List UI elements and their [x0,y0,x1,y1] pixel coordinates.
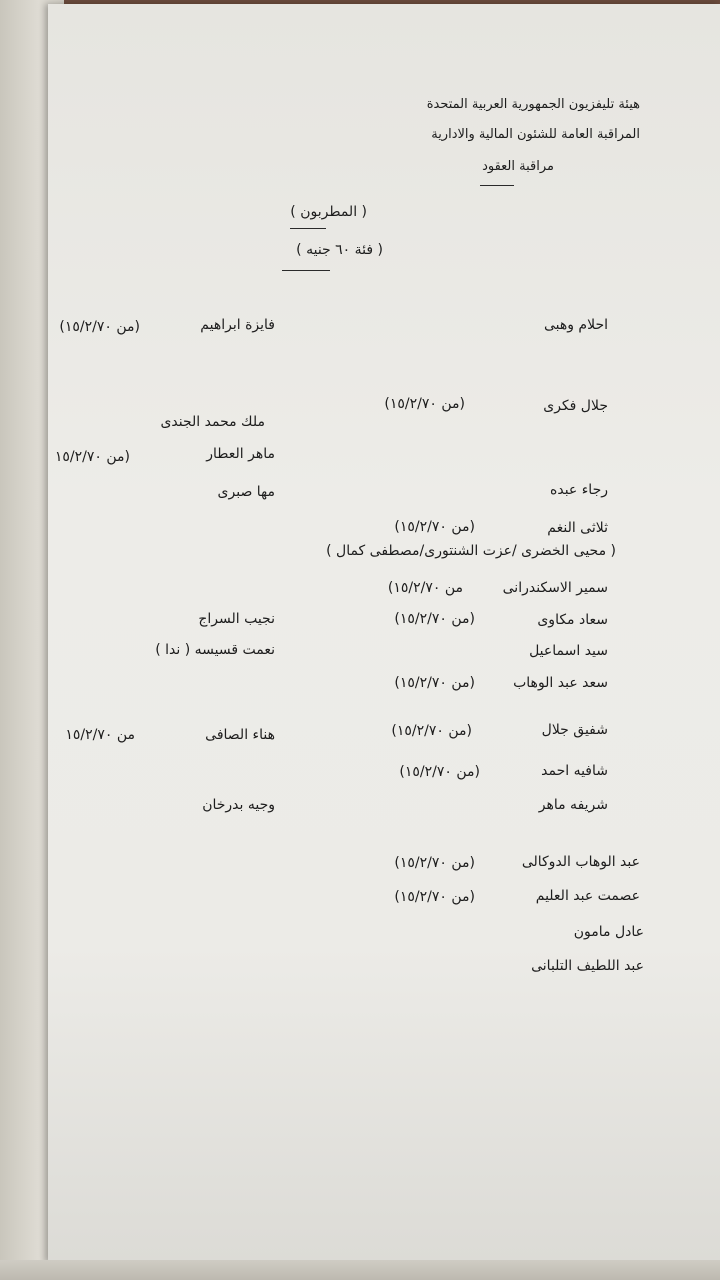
singer-name: شفيق جلال [541,722,608,738]
singer-name: ملك محمد الجندى [160,414,265,430]
date-note: (من ١٥/٢/٧٠) [384,396,465,412]
singer-name: رجاء عبده [550,482,608,498]
header-line-2: المراقبة العامة للشئون المالية والادارية [431,127,640,142]
singer-name: نعمت قسيسه ( ندا ) [155,642,275,658]
date-note: من ١٥/٢/٧٠ [65,727,135,743]
date-note: (من ١٥/٢/٧٠) [399,764,480,780]
header-line-3: مراقبة العقود [482,159,554,174]
date-note: (من ١٥/٢/٧٠) [59,319,140,335]
singer-name: عبد اللطيف التلبانى [531,958,644,974]
section-subtitle: ( فئة ٦٠ جنيه ) [296,242,383,258]
singer-name: جلال فكرى [543,398,608,414]
singer-name: احلام وهبى [543,317,608,333]
singer-name: سعد عبد الوهاب [513,675,608,691]
singer-name: عبد الوهاب الدوكالى [521,854,640,870]
group-members: ( محيى الخضرى /عزت الشنتورى/مصطفى كمال ) [326,543,616,559]
underline [290,228,326,229]
singer-name: شافيه احمد [541,763,608,779]
singer-name: سيد اسماعيل [529,643,608,659]
singer-name: نجيب السراج [198,611,275,627]
singer-name: سمير الاسكندرانى [502,580,608,596]
singer-name: شريفه ماهر [538,797,608,813]
singer-name: سعاد مكاوى [537,612,608,628]
singer-name: مها صبرى [217,484,275,500]
section-title: ( المطربون ) [290,204,367,220]
date-note: (من ١٥/٢/٧٠) [394,519,475,535]
singer-name: وجيه بدرخان [202,797,275,813]
document-page [48,4,720,1262]
singer-name: ماهر العطار [206,446,275,462]
singer-name: عادل مامون [573,924,644,940]
date-note: (من ١٥/٢/٧٠) [394,675,475,691]
singer-name: عصمت عبد العليم [535,888,640,904]
singer-name: ثلاثى النغم [547,520,608,536]
paper-edge [0,1260,720,1280]
singer-name: هناء الصافى [205,727,275,743]
singer-name: فايزة ابراهيم [200,317,275,333]
date-note: (من ١٥/٢/٧٠) [394,889,475,905]
header-line-1: هيئة تليفزيون الجمهورية العربية المتحدة [426,97,640,112]
underline [480,185,514,186]
underline [282,270,330,271]
date-note: (من ١٥/٢/٧٠) [391,723,472,739]
date-note: (من ١٥/٢/٧٠) [394,611,475,627]
date-note: (من ١٥/٢/٧٠) [394,855,475,871]
date-note: (من ١٥/٢/٧٠ [54,449,130,465]
date-note: من ١٥/٢/٧٠) [387,580,463,596]
